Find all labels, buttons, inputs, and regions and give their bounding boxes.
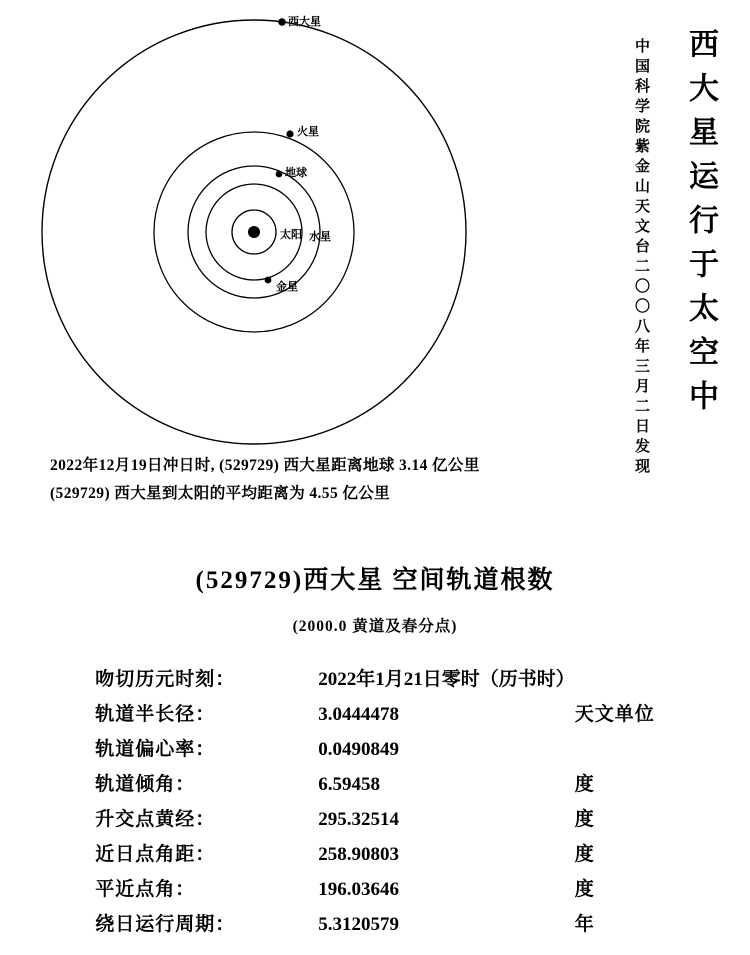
elements-title: (529729)西大星 空间轨道根数 xyxy=(195,567,555,594)
element-label: 轨道半长径： xyxy=(95,704,216,725)
vertical-title-block xyxy=(631,10,722,480)
table-row xyxy=(95,730,655,765)
sun-marker xyxy=(248,226,260,238)
elements-subtitle: (2000.0 黄道及春分点) xyxy=(292,618,458,635)
mercury-label: 水星 xyxy=(309,231,331,243)
element-unit: 年 xyxy=(574,914,595,935)
element-value: 0.0490849 xyxy=(318,739,399,760)
element-label: 轨道偏心率： xyxy=(95,739,216,760)
mars-label: 火星 xyxy=(297,126,319,138)
table-row xyxy=(95,695,655,730)
element-label: 绕日运行周期： xyxy=(95,914,236,935)
element-value: 295.32514 xyxy=(318,809,399,830)
caption-line-2: (529729) 西大星到太阳的平均距离为 4.55 亿公里 xyxy=(50,485,391,502)
element-unit: 度 xyxy=(574,844,595,865)
element-value: 3.0444478 xyxy=(318,704,399,725)
element-label: 升交点黄经： xyxy=(95,809,216,830)
sun-label: 太阳 xyxy=(280,229,302,241)
orbital-elements-table xyxy=(95,660,655,940)
element-unit: 天文单位 xyxy=(574,704,655,725)
element-label: 轨道倾角： xyxy=(95,774,196,795)
target-marker xyxy=(278,18,286,26)
element-value: 2022年1月21日零时（历书时） xyxy=(318,669,575,690)
element-label: 吻切历元时刻： xyxy=(95,669,236,690)
earth-marker xyxy=(276,171,283,178)
venus-label: 金星 xyxy=(276,281,298,293)
element-value: 5.3120579 xyxy=(318,914,399,935)
element-unit: 度 xyxy=(574,774,595,795)
element-unit xyxy=(575,730,655,765)
element-label: 近日点角距： xyxy=(95,844,216,865)
credit-text: 中国科学院紫金山天文台二〇〇八年三月二日发现 xyxy=(633,38,649,478)
table-row xyxy=(95,905,655,940)
mars-marker xyxy=(286,130,293,137)
element-unit: 度 xyxy=(574,809,595,830)
table-row xyxy=(95,800,655,835)
table-row xyxy=(95,835,655,870)
element-label: 平近点角： xyxy=(95,879,196,900)
orbit-diagram xyxy=(18,6,578,446)
table-row xyxy=(95,660,655,695)
orbital-elements-section xyxy=(0,560,750,940)
element-value: 258.90803 xyxy=(318,844,399,865)
element-value: 196.03646 xyxy=(318,879,399,900)
element-unit: 度 xyxy=(574,879,595,900)
venus-marker xyxy=(265,277,272,284)
element-value: 6.59458 xyxy=(318,774,380,795)
target-label: 西大星 xyxy=(288,16,321,28)
page-title: 西大星运行于太空中 xyxy=(684,28,717,424)
element-unit xyxy=(575,660,655,695)
table-row xyxy=(95,765,655,800)
diagram-captions xyxy=(50,452,590,508)
earth-label: 地球 xyxy=(285,167,307,179)
table-row xyxy=(95,870,655,905)
caption-line-1: 2022年12月19日冲日时, (529729) 西大星距离地球 3.14 亿公里 xyxy=(50,457,480,474)
